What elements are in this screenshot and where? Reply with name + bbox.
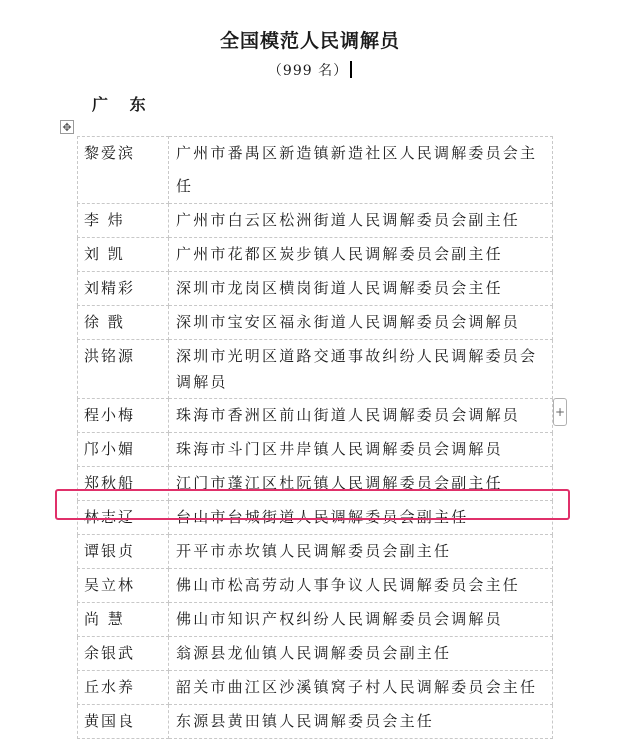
person-role: 东源县黄田镇人民调解委员会主任 xyxy=(169,705,553,739)
document-title: 全国模范人民调解员 xyxy=(219,30,400,52)
table-row-selected xyxy=(78,535,553,569)
text-cursor xyxy=(350,61,352,78)
table-row xyxy=(78,467,553,501)
person-name: 刘 凯 xyxy=(78,238,169,272)
move-arrows-icon[interactable]: ✥ xyxy=(60,120,74,134)
person-role: 韶关市曲江区沙溪镇窝子村人民调解委员会主任 xyxy=(169,671,553,705)
person-name: 余银武 xyxy=(78,637,169,671)
person-role: 翁源县龙仙镇人民调解委员会副主任 xyxy=(169,637,553,671)
person-name: 黄国良 xyxy=(78,705,169,739)
person-role: 佛山市知识产权纠纷人民调解委员会调解员 xyxy=(169,603,553,637)
person-role: 广州市番禺区新造镇新造社区人民调解委员会主任 xyxy=(169,137,553,204)
person-role: 佛山市松高劳动人事争议人民调解委员会主任 xyxy=(169,569,553,603)
table-row xyxy=(78,671,553,705)
person-name: 吴立林 xyxy=(78,569,169,603)
table-row xyxy=(78,306,553,340)
table-row xyxy=(78,399,553,433)
table-row xyxy=(78,433,553,467)
person-name: 刘精彩 xyxy=(78,272,169,306)
table-row xyxy=(78,603,553,637)
person-role: 台山市台城街道人民调解委员会副主任 xyxy=(169,501,553,535)
roster-table xyxy=(77,136,553,739)
count-text: （999 名） xyxy=(267,63,349,79)
person-role: 深圳市龙岗区横岗街道人民调解委员会主任 xyxy=(169,272,553,306)
person-role: 江门市蓬江区杜阮镇人民调解委员会副主任 xyxy=(169,467,553,501)
table-row xyxy=(78,238,553,272)
table-row xyxy=(78,705,553,739)
person-name: 徐 戬 xyxy=(78,306,169,340)
table-row xyxy=(78,137,553,204)
province-heading: 广 东 xyxy=(92,95,154,114)
table-row xyxy=(78,204,553,238)
person-role: 珠海市香洲区前山街道人民调解委员会调解员 xyxy=(169,399,553,433)
table-row xyxy=(78,501,553,535)
person-role: 深圳市宝安区福永街道人民调解委员会调解员 xyxy=(169,306,553,340)
table-row xyxy=(78,272,553,306)
table-row xyxy=(78,637,553,671)
person-name: 程小梅 xyxy=(78,399,169,433)
person-role: 开平市赤坎镇人民调解委员会副主任 xyxy=(169,535,553,569)
person-role: 广州市白云区松洲街道人民调解委员会副主任 xyxy=(169,204,553,238)
person-role: 深圳市光明区道路交通事故纠纷人民调解委员会调解员 xyxy=(169,340,553,399)
person-name: 尚 慧 xyxy=(78,603,169,637)
table-row xyxy=(78,569,553,603)
person-name: 郑秋船 xyxy=(78,467,169,501)
person-role: 广州市花都区炭步镇人民调解委员会副主任 xyxy=(169,238,553,272)
plus-icon[interactable]: + xyxy=(553,398,567,426)
table-row xyxy=(78,340,553,399)
person-name: 黎爱滨 xyxy=(78,137,169,204)
person-name: 林志辽 xyxy=(78,501,169,535)
document-count xyxy=(0,60,620,80)
person-name: 丘水养 xyxy=(78,671,169,705)
person-name: 李 炜 xyxy=(78,204,169,238)
person-name: 谭银贞 xyxy=(78,535,169,569)
person-name: 邝小媚 xyxy=(78,433,169,467)
person-role: 珠海市斗门区井岸镇人民调解委员会调解员 xyxy=(169,433,553,467)
person-name: 洪铭源 xyxy=(78,340,169,399)
